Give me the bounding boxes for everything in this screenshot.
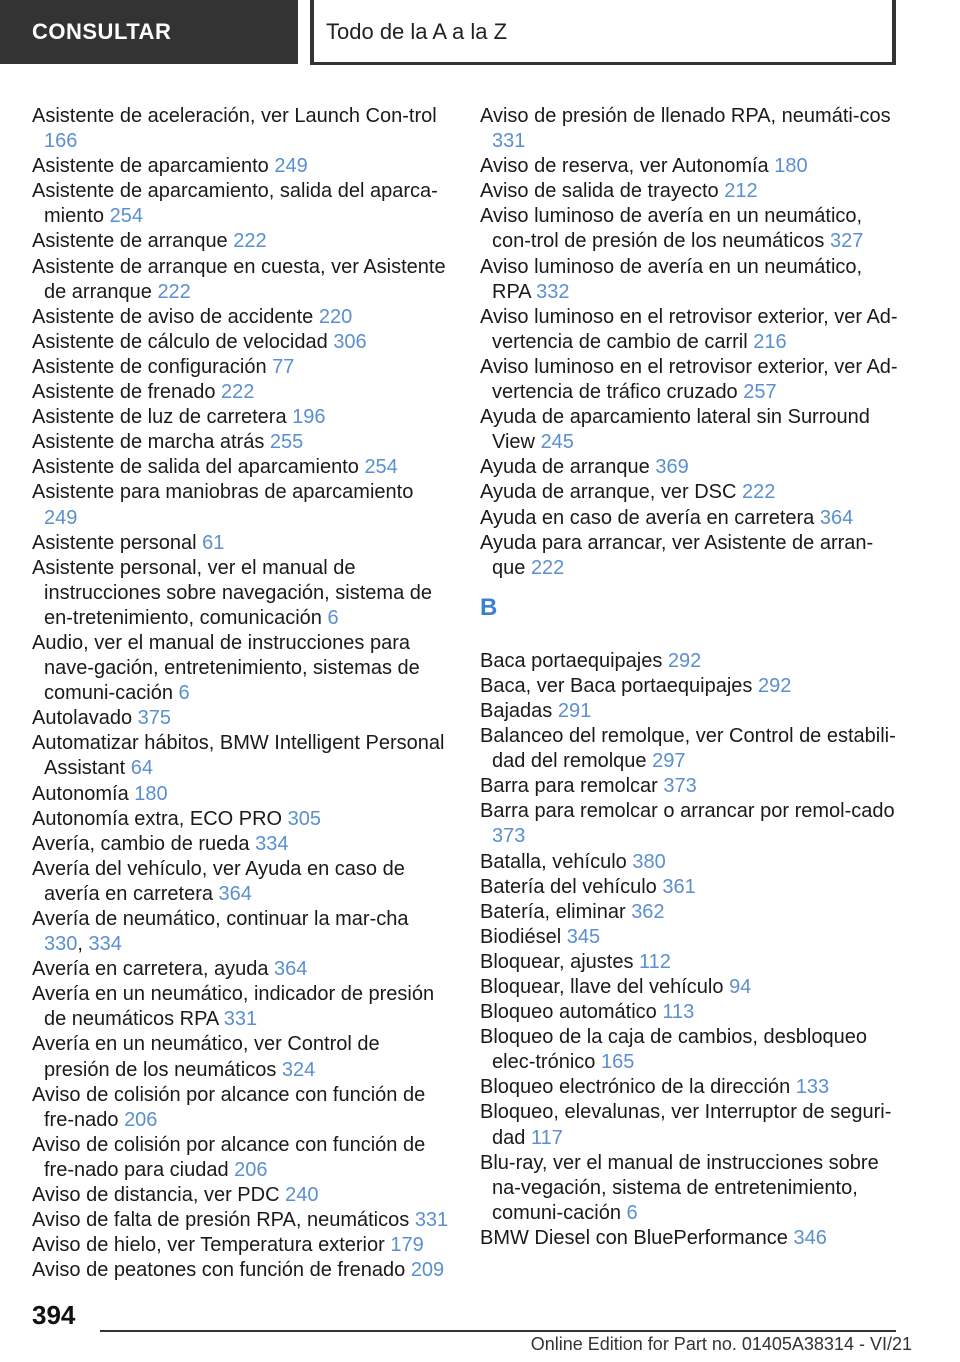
index-term: Asistente de aparcamiento [32, 155, 269, 178]
page-link[interactable]: 324 [281, 1058, 316, 1081]
index-term: Bloqueo electrónico de la dirección [480, 1076, 791, 1099]
index-term: Aviso de salida de trayecto [480, 180, 719, 203]
page-link[interactable]: 327 [829, 230, 864, 253]
index-entry [480, 900, 898, 925]
index-entry [32, 631, 450, 706]
index-entry [480, 699, 898, 724]
index-entry [480, 104, 898, 154]
index-term: Asistente personal, ver el manual de instrucciones sobre navegación, sistema de en-tretenimiento, comunicación [32, 556, 432, 629]
chapter-title: Todo de la A a la Z [326, 19, 508, 44]
page-link[interactable]: 362 [631, 900, 665, 923]
index-term: Batalla, vehículo [480, 850, 627, 873]
index-term: Baca portaequipajes [480, 649, 663, 672]
index-entry [32, 455, 450, 480]
index-entry [480, 724, 898, 774]
page-link[interactable]: 364 [819, 506, 854, 529]
page-link[interactable]: 257 [743, 381, 777, 404]
index-entry [32, 380, 450, 405]
index-term: Aviso de distancia, ver PDC [32, 1184, 280, 1207]
index-term: Bloqueo automático [480, 1001, 657, 1024]
index-entry [480, 1100, 898, 1150]
page-link[interactable]: 64 [130, 757, 153, 780]
index-term: Bajadas [480, 699, 553, 722]
page-link[interactable]: 373 [492, 825, 526, 848]
page-link[interactable]: 364 [218, 882, 252, 905]
index-entry [32, 907, 450, 957]
page-link[interactable]: 332 [536, 280, 570, 303]
page-separator: , [77, 933, 83, 956]
index-term: Asistente de aparcamiento, salida del aparca-miento [32, 180, 438, 228]
page-link[interactable]: 117 [530, 1126, 563, 1149]
index-term: Ayuda de arranque [480, 456, 650, 479]
index-term: Audio, ver el manual de instrucciones para nave-gación, entretenimiento, sistemas de comuni-cación [32, 631, 420, 705]
index-term: Asistente de arranque [32, 230, 228, 253]
index-term: Asistente de configuración [32, 355, 267, 378]
index-entry [32, 1083, 450, 1133]
index-term: Batería, eliminar [480, 900, 626, 923]
page-link[interactable]: 206 [124, 1108, 158, 1131]
page-link[interactable]: 292 [757, 674, 792, 697]
page-link[interactable]: 255 [269, 431, 304, 454]
index-term: Bloquear, ajustes [480, 950, 634, 973]
index-term: Autonomía extra, ECO PRO [32, 807, 283, 830]
page-link[interactable]: 6 [626, 1201, 638, 1224]
page-link[interactable]: 254 [364, 456, 398, 479]
section-tab [0, 0, 298, 64]
index-entry [480, 1000, 898, 1025]
page-link[interactable]: 305 [287, 807, 322, 830]
edition-text: Online Edition for Part no. 01405A38314 - VI/21 [530, 1334, 912, 1354]
index-entry [480, 1025, 898, 1075]
index-term: Autonomía [32, 782, 129, 805]
index-entry [480, 204, 898, 254]
page-link[interactable]: 306 [333, 330, 367, 353]
index-entry [480, 405, 898, 455]
index-term: Aviso de peatones con función de frenado [32, 1259, 406, 1282]
index-term: Aviso luminoso en el retrovisor exterior, ver Ad-vertencia de cambio de carril [480, 305, 898, 353]
page-link[interactable]: 291 [557, 699, 592, 722]
page-link[interactable]: 133 [795, 1076, 830, 1099]
index-term: Aviso de hielo, ver Temperatura exterior [32, 1234, 385, 1257]
index-entry [32, 1032, 450, 1082]
index-entry [32, 807, 450, 832]
index-term: Avería en un neumático, ver Control de presión de los neumáticos [32, 1033, 380, 1081]
index-term: Avería, cambio de rueda [32, 832, 250, 855]
index-entry [32, 405, 450, 430]
index-entry [32, 305, 450, 330]
index-column-right [480, 104, 898, 1251]
page-link[interactable]: 94 [729, 976, 752, 998]
page-link[interactable]: 209 [410, 1259, 445, 1282]
header-rule [310, 62, 896, 65]
index-term: Baca, ver Baca portaequipajes [480, 674, 753, 697]
index-entry [480, 255, 898, 305]
page-link[interactable]: 345 [566, 925, 601, 948]
page-link[interactable]: 245 [540, 431, 574, 454]
page-link[interactable]: 77 [272, 355, 295, 378]
index-entry [32, 355, 450, 380]
page-link[interactable]: 180 [134, 782, 168, 805]
index-entry [480, 649, 898, 674]
page-link[interactable]: 112 [639, 950, 671, 973]
index-term: Asistente de luz de carretera [32, 406, 287, 429]
index-term: Barra para remolcar o arrancar por remol-cado [480, 800, 895, 823]
index-term: Biodiésel [480, 925, 562, 948]
page-link[interactable]: 373 [663, 775, 697, 798]
index-entry [32, 1208, 450, 1233]
page-link[interactable]: 222 [530, 556, 565, 579]
index-term: Asistente de aviso de accidente [32, 305, 314, 328]
page-link[interactable]: 334 [88, 933, 122, 956]
index-entry [32, 1183, 450, 1208]
index-entry [32, 531, 450, 556]
page-link[interactable]: 292 [667, 649, 702, 672]
section-letter-b: B [480, 593, 498, 621]
index-entry [480, 531, 898, 581]
index-term: Aviso de colisión por alcance con función de fre-nado para ciudad [32, 1133, 426, 1181]
page-link[interactable]: 380 [632, 850, 666, 873]
index-term: Asistente de frenado [32, 381, 216, 404]
index-entry [480, 774, 898, 799]
index-entry [480, 355, 898, 405]
page-link[interactable]: 222 [221, 381, 255, 404]
page-link[interactable]: 6 [327, 606, 339, 629]
footer-rule [100, 1330, 896, 1332]
page-link[interactable]: 331 [492, 130, 526, 153]
index-term: Avería en un neumático, indicador de presión de neumáticos RPA [32, 983, 435, 1031]
index-term: Asistente de aceleración, ver Launch Con-trol [32, 105, 437, 127]
page-link[interactable]: 179 [390, 1234, 424, 1257]
page-link[interactable]: 113 [662, 1001, 695, 1024]
section-label: CONSULTAR [32, 19, 172, 44]
index-term: Aviso de falta de presión RPA, neumáticos [32, 1209, 410, 1232]
page-link[interactable]: 249 [44, 506, 78, 529]
index-entry [32, 1233, 450, 1258]
index-entry [32, 1133, 450, 1183]
index-term: Blu-ray, ver el manual de instrucciones sobre na-vegación, sistema de entretenimiento, comuni-cación [480, 1151, 879, 1224]
page-link[interactable]: 220 [318, 305, 353, 328]
index-term: Autolavado [32, 707, 133, 730]
index-term: Batería del vehículo [480, 875, 657, 898]
page-link[interactable]: 361 [662, 875, 696, 898]
page-link[interactable]: 222 [233, 230, 267, 253]
index-column-left [32, 104, 450, 1283]
index-term: Ayuda en caso de avería en carretera [480, 506, 815, 529]
page-link[interactable]: 249 [274, 155, 308, 178]
page-link[interactable]: 166 [44, 130, 78, 153]
index-term: Aviso luminoso de avería en un neumático, con-trol de presión de los neumáticos [480, 205, 863, 253]
index-entry [32, 982, 450, 1032]
index-term: Aviso luminoso en el retrovisor exterior, ver Ad-vertencia de tráfico cruzado [480, 355, 898, 404]
page-link[interactable]: 165 [600, 1051, 635, 1074]
page-link[interactable]: 346 [793, 1226, 827, 1249]
index-entry [32, 731, 450, 781]
index-group-b [480, 649, 898, 1251]
page-link[interactable]: 297 [652, 750, 686, 773]
index-entry [480, 1151, 898, 1226]
page-link[interactable]: 331 [414, 1209, 449, 1232]
index-entry [480, 506, 898, 531]
page-link[interactable]: 222 [157, 280, 191, 303]
index-entry [32, 556, 450, 631]
index-entry [480, 1226, 898, 1251]
index-term: Asistente de arranque en cuesta, ver Asistente de arranque [32, 255, 446, 303]
index-term: Automatizar hábitos, BMW Intelligent Personal Assistant [32, 732, 445, 780]
index-entry [480, 799, 898, 849]
page-link[interactable]: 240 [285, 1184, 319, 1207]
index-term: Aviso de presión de llenado RPA, neumáti-cos [480, 105, 891, 127]
page-link[interactable]: 375 [137, 707, 172, 730]
page-number: 394 [32, 1300, 76, 1330]
index-entry [32, 154, 450, 179]
index-entry [480, 179, 898, 204]
index-term: Aviso luminoso de avería en un neumático, RPA [480, 255, 863, 303]
index-entry [32, 480, 450, 530]
page-link[interactable]: 254 [109, 205, 143, 228]
index-entry [32, 706, 450, 731]
header-right-cap [892, 0, 896, 64]
index-entry [32, 957, 450, 982]
index-term: Avería del vehículo, ver Ayuda en caso de avería en carretera [32, 857, 405, 905]
index-term: Ayuda de arranque, ver DSC [480, 481, 737, 504]
page-link[interactable]: 6 [178, 682, 190, 705]
page-link[interactable]: 331 [223, 1008, 258, 1031]
page-link[interactable]: 206 [234, 1158, 268, 1181]
index-term: Bloqueo, elevalunas, ver Interruptor de seguri-dad [480, 1101, 892, 1149]
index-entry [32, 1258, 450, 1283]
index-entry [480, 850, 898, 875]
index-entry [480, 154, 898, 179]
index-term: BMW Diesel con BluePerformance [480, 1226, 788, 1249]
index-term: Aviso de reserva, ver Autonomía [480, 155, 769, 178]
index-entry [32, 179, 450, 229]
index-entry [32, 857, 450, 907]
page-link[interactable]: 212 [724, 180, 758, 203]
index-entry [32, 229, 450, 254]
index-entry [480, 305, 898, 355]
index-term: Asistente para maniobras de aparcamiento [32, 481, 414, 504]
index-entry [32, 782, 450, 807]
index-term: Asistente de marcha atrás [32, 431, 265, 454]
index-term: Bloqueo de la caja de cambios, desbloqueo elec-trónico [480, 1026, 867, 1074]
index-term: Asistente de salida del aparcamiento [32, 456, 359, 479]
index-term: Aviso de colisión por alcance con función de fre-nado [32, 1083, 426, 1131]
index-entry [480, 480, 898, 505]
index-entry [480, 455, 898, 480]
page-link[interactable]: 196 [292, 406, 326, 429]
index-term: Ayuda para arrancar, ver Asistente de arran-que [480, 531, 874, 579]
index-entry [480, 1075, 898, 1100]
index-entry [480, 925, 898, 950]
index-entry [480, 950, 898, 975]
page-link[interactable]: 330 [44, 933, 78, 956]
index-entry [480, 975, 898, 1000]
page-link[interactable]: 180 [774, 155, 808, 178]
index-term: Balanceo del remolque, ver Control de estabili-dad del remolque [480, 725, 896, 773]
header-divider [310, 0, 314, 64]
index-term: Barra para remolcar [480, 775, 658, 798]
page-link[interactable]: 364 [274, 958, 308, 981]
index-term: Avería de neumático, continuar la mar-cha [32, 908, 409, 930]
index-term: Avería en carretera, ayuda [32, 958, 269, 981]
page-link[interactable]: 61 [202, 531, 225, 554]
index-term: Asistente de cálculo de velocidad [32, 330, 328, 353]
index-term: Ayuda de aparcamiento lateral sin Surround View [480, 406, 870, 454]
index-term: Bloquear, llave del vehículo [480, 976, 724, 998]
page-link[interactable]: 222 [742, 481, 776, 504]
page-link[interactable]: 369 [655, 456, 689, 479]
page-link[interactable]: 334 [255, 832, 289, 855]
index-term: Asistente personal [32, 531, 197, 554]
page-link[interactable]: 216 [753, 330, 787, 353]
index-entry [480, 674, 898, 699]
index-entry [32, 330, 450, 355]
page-header [0, 0, 960, 66]
index-entry [32, 832, 450, 857]
index-entry [32, 255, 450, 305]
index-group-a [480, 104, 898, 581]
index-entry [32, 104, 450, 154]
index-entry [32, 430, 450, 455]
index-entry [480, 875, 898, 900]
